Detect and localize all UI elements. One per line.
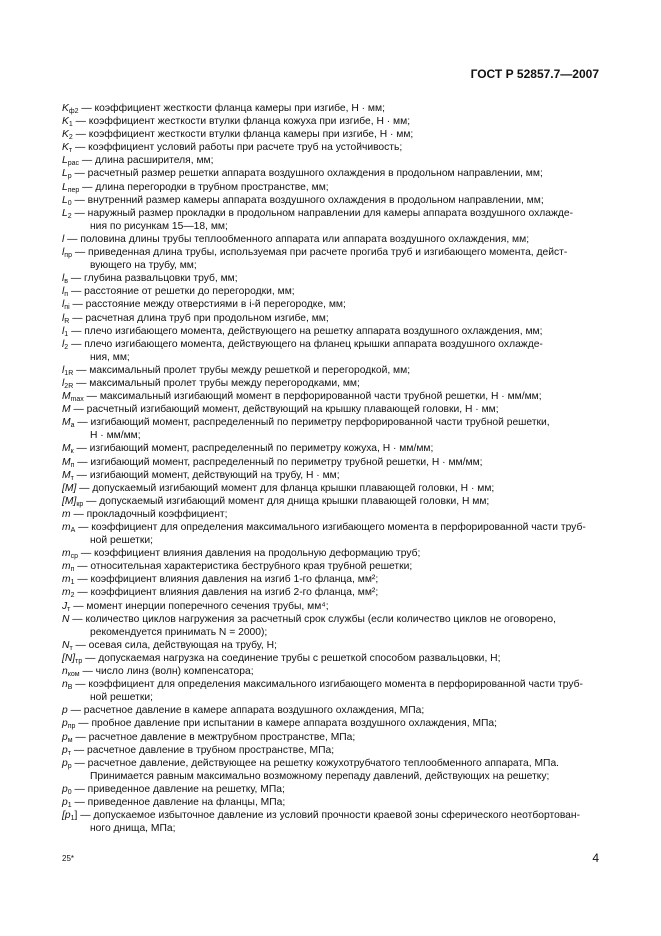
- definition-symbol: p: [62, 718, 68, 730]
- definition-item: [62, 128, 599, 141]
- definition-subscript: т: [68, 147, 73, 155]
- definition-text: — относительная характеристика беструбного края трубной решетки;: [74, 561, 413, 573]
- definition-subscript: в: [64, 278, 69, 286]
- definition-symbol: [N]: [62, 652, 76, 664]
- definition-symbol: M: [62, 391, 71, 403]
- definition-subscript: 0: [67, 199, 72, 207]
- definition-symbol: l: [62, 364, 65, 376]
- definition-item: [62, 233, 599, 246]
- definition-text: — момент инерции поперечного сечения трубы, мм⁴;: [70, 600, 329, 612]
- definition-item: [62, 600, 599, 613]
- definition-text: — длина расширителя, мм;: [79, 155, 214, 167]
- definition-subscript: кр: [76, 500, 84, 508]
- definition-text: ] — допускаемое избыточное давление из условий прочности краевой зоны сферического неотбортован-: [74, 810, 581, 822]
- definition-item: [62, 809, 599, 822]
- definition-continuation: рекомендуется принимать N = 2000);: [90, 626, 268, 638]
- definition-text: — приведенное давление на фланцы, МПа;: [71, 796, 286, 808]
- definition-symbol: m: [62, 561, 71, 573]
- definition-subscript: п: [70, 461, 75, 469]
- definition-text: — глубина развальцовки труб, мм;: [68, 273, 238, 285]
- page-number: 4: [592, 851, 599, 865]
- definitions-list: [62, 102, 599, 835]
- definition-item: [62, 167, 599, 180]
- definition-item: [62, 796, 599, 809]
- definition-item: [62, 704, 599, 717]
- definition-text: — прокладочный коэффициент;: [70, 508, 228, 520]
- definition-symbol: L: [62, 194, 68, 206]
- definition-item: [62, 495, 599, 508]
- definition-symbol: M: [62, 404, 71, 416]
- definition-symbol: K: [62, 142, 69, 154]
- definition-symbol: K: [62, 116, 69, 128]
- definition-symbol: n: [62, 666, 68, 678]
- definition-item: [62, 678, 599, 691]
- definition-symbol: M: [62, 456, 71, 468]
- definition-subscript: ср: [70, 553, 78, 561]
- definition-symbol: K: [62, 103, 69, 114]
- definition-text: — изгибающий момент, распределенный по периметру кожуха, Н · мм/мм;: [73, 443, 434, 455]
- definition-text: — число линз (волн) компенсатора;: [79, 666, 254, 678]
- definition-text: — максимальный изгибающий момент в перфорированной части трубной решетки, Н · мм/мм;: [83, 391, 542, 403]
- footnote-mark: 25*: [62, 854, 75, 863]
- definition-text: — пробное давление при испытании в камере аппарата воздушного охлаждения, МПа;: [75, 718, 498, 730]
- definition-subscript: 1: [70, 815, 75, 823]
- definition-item: [62, 416, 599, 429]
- definition-text: — максимальный пролет трубы между перегородками, мм;: [73, 377, 360, 389]
- definition-text: — расчетный размер решетки аппарата воздушного охлаждения в продольном направлении, мм;: [71, 168, 543, 180]
- definition-text: — расчетное давление в камере аппарата воздушного охлаждения, МПа;: [67, 705, 425, 717]
- definition-subscript: 1R: [64, 369, 74, 377]
- definition-symbol: p: [62, 731, 68, 743]
- definition-symbol: M: [62, 443, 71, 455]
- definition-symbol: L: [62, 181, 68, 193]
- definition-subscript: A: [70, 527, 76, 534]
- definition-text: — плечо изгибающего момента, действующего на фланец крышки аппарата воздушного охлажде-: [68, 338, 543, 350]
- definition-subscript: тр: [75, 657, 83, 665]
- definition-symbol: l: [62, 312, 65, 324]
- definition-text: — расстояние от решетки до перегородки, мм;: [68, 286, 295, 298]
- definition-item: [62, 573, 599, 586]
- definition-text: — максимальный пролет трубы между решеткой и перегородкой, мм;: [73, 364, 411, 376]
- definition-text: — расчетная длина труб при продольном изгибе, мм;: [69, 312, 329, 324]
- definition-subscript: 1: [70, 579, 75, 587]
- definition-text: — приведенная длина трубы, используемая при расчете прогиба труб и изгибающего момента, дейст-: [71, 247, 568, 259]
- definition-item: [62, 652, 599, 665]
- definition-subscript: 2: [70, 592, 75, 600]
- definition-subscript: т: [69, 644, 73, 652]
- definition-text: — коэффициент жесткости фланца камеры при изгибе, Н · мм;: [78, 103, 385, 114]
- definition-symbol: l: [62, 273, 65, 285]
- definition-symbol: L: [62, 168, 68, 180]
- definition-symbol: l: [62, 247, 65, 259]
- definition-item: [62, 744, 599, 757]
- definition-subscript: a: [70, 422, 75, 430]
- definition-symbol: p: [62, 757, 68, 769]
- definition-subscript: 0: [67, 788, 72, 796]
- definition-symbol: [M]: [62, 495, 77, 507]
- definition-text: — коэффициент влияния давления на изгиб 2-го фланца, мм²;: [74, 587, 379, 599]
- definition-item: [62, 521, 599, 534]
- definition-item: [62, 338, 599, 351]
- definition-symbol: l: [62, 325, 65, 337]
- definition-continuation: вующего на трубу, мм;: [90, 260, 197, 272]
- definition-subscript: max: [70, 396, 84, 404]
- definition-symbol: p: [62, 744, 68, 756]
- definition-text: — изгибающий момент, действующий на трубу, Н · мм;: [73, 469, 340, 481]
- definition-symbol: m: [62, 548, 71, 560]
- definition-text: — коэффициент жесткости втулки фланца камеры при изгибе, Н · мм;: [72, 129, 414, 141]
- definition-symbol: m: [62, 587, 71, 599]
- definition-subscript: пi: [64, 304, 70, 312]
- definition-item: [62, 731, 599, 744]
- definition-symbol: L: [62, 207, 68, 219]
- definition-symbol: N: [62, 613, 70, 625]
- definition-symbol: p: [62, 796, 68, 808]
- definition-text: — изгибающий момент, распределенный по периметру трубной решетки, Н · мм/мм;: [74, 456, 483, 468]
- definition-item: [62, 757, 599, 770]
- definition-symbol: N: [62, 639, 70, 651]
- definition-text: — приведенное давление на решетку, МПа;: [71, 783, 285, 795]
- definition-symbol: [p: [62, 810, 71, 822]
- definition-subscript: т: [67, 749, 71, 757]
- definition-symbol: L: [62, 155, 68, 167]
- definition-symbol: K: [62, 129, 69, 141]
- definition-subscript: м: [67, 736, 73, 744]
- definition-item: [62, 547, 599, 560]
- definition-subscript: пер: [67, 186, 80, 194]
- definition-item: [62, 207, 599, 220]
- definition-text: — коэффициент условий работы при расчете труб на устойчивость;: [72, 142, 403, 154]
- definition-text: — изгибающий момент, распределенный по периметру перфорированной части трубной решетки,: [74, 417, 550, 429]
- definition-item: [62, 115, 599, 128]
- definition-symbol: p: [62, 705, 68, 717]
- definition-symbol: J: [62, 600, 68, 612]
- definition-text: — внутренний размер камеры аппарата воздушного охлаждения в продольном направлении, мм;: [71, 194, 544, 206]
- definition-text: — осевая сила, действующая на трубу, Н;: [72, 639, 277, 651]
- definition-subscript: 2: [67, 212, 72, 220]
- standard-id: ГОСТ Р 52857.7—2007: [470, 67, 599, 81]
- definition-item: [62, 181, 599, 194]
- definition-subscript: рас: [67, 160, 80, 168]
- definition-text: — количество циклов нагружения за расчетный срок службы (если количество циклов не оговорено,: [69, 613, 556, 625]
- definition-subscript: 2R: [64, 382, 74, 390]
- definition-subscript: 2: [64, 343, 69, 351]
- definition-text: — коэффициент жесткости втулки фланца кожуха при изгибе, Н · мм;: [72, 116, 411, 128]
- definition-item: [62, 442, 599, 455]
- definition-symbol: l: [62, 286, 65, 298]
- definition-continuation: ния, мм;: [90, 351, 130, 363]
- definition-subscript: п: [70, 566, 75, 574]
- definition-text: — расчетный изгибающий момент, действующий на крышку плавающей головки, Н · мм;: [70, 404, 499, 416]
- definition-item: [62, 403, 599, 416]
- definition-item: [62, 312, 599, 325]
- definition-text: — плечо изгибающего момента, действующего на решетку аппарата воздушного охлаждения, мм;: [68, 325, 543, 337]
- definition-text: — длина перегородки в трубном пространстве, мм;: [79, 181, 329, 193]
- definition-subscript: т: [67, 605, 71, 613]
- definition-text: — расчетное давление в межтрубном пространстве, МПа;: [72, 731, 356, 743]
- definition-symbol: p: [62, 783, 68, 795]
- definition-symbol: [M]: [62, 482, 77, 494]
- definition-text: — допускаемая нагрузка на соединение трубы с решеткой способом развальцовки, Н;: [82, 652, 501, 664]
- definition-symbol: M: [62, 417, 71, 429]
- definition-subscript: т: [70, 474, 74, 482]
- definition-text: — коэффициент для определения максимального изгибающего момента в перфорированной части труб-: [75, 522, 586, 533]
- definition-item: [62, 272, 599, 285]
- definition-text: — половина длины трубы теплообменного аппарата или аппарата воздушного охлаждения, мм;: [64, 233, 530, 245]
- definition-item: [62, 456, 599, 469]
- definition-text: — расчетное давление, действующее на решетку кожухотрубчатого теплообменного аппарата, МПа.: [71, 757, 560, 769]
- definition-item: [62, 469, 599, 482]
- definition-subscript: B: [67, 684, 73, 692]
- definition-item: [62, 508, 599, 521]
- definition-text: — расстояние между отверстиями в i-й перегородке, мм;: [69, 299, 346, 311]
- definition-continuation: ния по рисункам 15—18, мм;: [90, 220, 228, 232]
- definition-text: — коэффициент для определения максимального изгибающего момента в перфорированной части труб-: [72, 679, 583, 691]
- definition-continuation: ной решетки;: [90, 692, 153, 704]
- definition-item: [62, 482, 599, 495]
- definition-subscript: 1: [64, 330, 69, 338]
- definition-item: [62, 390, 599, 403]
- definition-item: [62, 285, 599, 298]
- definition-subscript: 2: [68, 134, 73, 142]
- definition-item: [62, 246, 599, 259]
- definition-subscript: ком: [67, 671, 80, 679]
- definition-item: [62, 154, 599, 167]
- definition-item: [62, 560, 599, 573]
- definition-subscript: 1: [68, 121, 73, 129]
- definition-item: [62, 783, 599, 796]
- definition-symbol: l: [62, 377, 65, 389]
- definition-item: [62, 364, 599, 377]
- definition-symbol: n: [62, 679, 68, 691]
- definition-text: — допускаемый изгибающий момент для фланца крышки плавающей головки, Н · мм;: [76, 482, 495, 494]
- definition-subscript: 1: [67, 801, 72, 809]
- definition-subscript: пр: [64, 252, 72, 260]
- definition-subscript: п: [64, 291, 69, 299]
- definition-item: [62, 717, 599, 730]
- definition-text: — наружный размер прокладки в продольном направлении для камеры аппарата воздушного охлажде-: [71, 207, 574, 219]
- definition-continuation: ного днища, МПа;: [90, 823, 176, 835]
- definition-symbol: m: [62, 522, 71, 533]
- definition-item: [62, 586, 599, 599]
- definition-item: [62, 325, 599, 338]
- definition-item: [62, 377, 599, 390]
- definition-text: — коэффициент влияния давления на изгиб 1-го фланца, мм²;: [74, 574, 379, 586]
- definition-symbol: l: [62, 233, 65, 245]
- definition-subscript: р: [67, 173, 72, 181]
- definition-continuation: Н · мм/мм;: [90, 430, 141, 442]
- definition-item: [62, 141, 599, 154]
- definition-symbol: M: [62, 469, 71, 481]
- definition-subscript: R: [64, 317, 70, 325]
- definition-item: [62, 639, 599, 652]
- definition-subscript: к: [70, 448, 74, 456]
- definition-subscript: р: [67, 762, 72, 770]
- definition-text: — допускаемый изгибающий момент для днища крышки плавающей головки, Н мм;: [83, 495, 490, 507]
- definition-item: [62, 613, 599, 626]
- definition-text: — коэффициент влияния давления на продольную деформацию труб;: [77, 548, 421, 560]
- definition-item: [62, 665, 599, 678]
- definition-item: [62, 102, 599, 115]
- definition-item: [62, 194, 599, 207]
- definition-subscript: ф2: [68, 108, 79, 115]
- definition-symbol: m: [62, 508, 71, 520]
- definition-text: — расчетное давление в трубном пространстве, МПа;: [70, 744, 335, 756]
- definition-subscript: пр: [67, 723, 76, 731]
- definition-symbol: l: [62, 299, 65, 311]
- definition-item: [62, 298, 599, 311]
- definition-symbol: m: [62, 574, 71, 586]
- definition-continuation: Принимается равным максимально возможному перепаду давлений, действующих на решетку;: [90, 770, 550, 782]
- definition-continuation: ной решетки;: [90, 535, 153, 547]
- definition-symbol: l: [62, 338, 65, 350]
